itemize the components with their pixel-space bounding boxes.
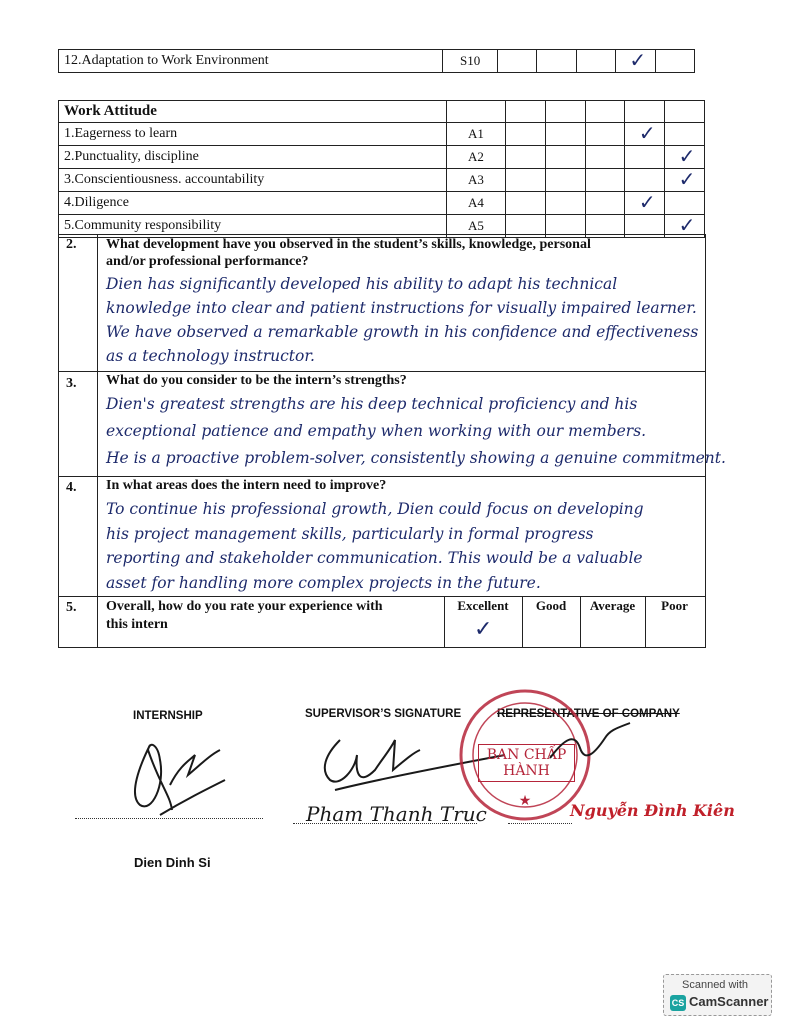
q2-question: What development have you observed in the student’s skills, knowledge, personal and/or professional performance? bbox=[106, 237, 591, 269]
attitude-code: A3 bbox=[446, 169, 506, 192]
stamp-text: BAN CHẤP HÀNH bbox=[478, 744, 575, 782]
q3-question: What do you consider to be the intern’s strengths? bbox=[106, 373, 407, 388]
attitude-label: 2.Punctuality, discipline bbox=[59, 146, 447, 169]
svg-text:★: ★ bbox=[518, 793, 532, 809]
attitude-code: A2 bbox=[446, 146, 506, 169]
adaptation-table bbox=[58, 49, 695, 73]
rating-excellent: Excellent bbox=[457, 598, 509, 613]
q5-number: 5. bbox=[66, 600, 77, 615]
supervisor-label: SUPERVISOR’S SIGNATURE bbox=[305, 708, 462, 720]
intern-name: Dien Dinh Si bbox=[134, 855, 211, 870]
check-icon: ✓ bbox=[678, 213, 696, 237]
attitude-code: A5 bbox=[446, 215, 506, 238]
q4-question: In what areas does the intern need to improve? bbox=[106, 478, 387, 493]
adaptation-code: S10 bbox=[443, 50, 497, 73]
attitude-label: 4.Diligence bbox=[59, 192, 447, 215]
check-icon: ✓ bbox=[678, 144, 696, 168]
scanned-with-text: Scanned with bbox=[682, 979, 749, 991]
rating-good: Good bbox=[535, 598, 567, 613]
q3-answer: Dien's greatest strengths are his deep technical proficiency and his exceptional patience and empathy when working with our members. He is a proactive problem-solver, consistently showing a genuine commitment. bbox=[106, 395, 726, 467]
table-row bbox=[59, 169, 705, 192]
intern-signature-icon bbox=[110, 725, 240, 825]
q3-number: 3. bbox=[66, 376, 77, 391]
table-row bbox=[59, 123, 705, 146]
representative-label: REPRESENTATIVE OF COMPANY bbox=[497, 708, 680, 720]
attitude-label: 1.Eagerness to learn bbox=[59, 123, 447, 146]
check-icon: ✓ bbox=[638, 121, 656, 145]
table-row bbox=[59, 192, 705, 215]
work-attitude-table bbox=[58, 100, 705, 238]
adaptation-label: 12.Adaptation to Work Environment bbox=[59, 50, 443, 73]
check-icon: ✓ bbox=[638, 190, 656, 214]
representative-signature-icon bbox=[545, 718, 635, 778]
representative-name: Nguyễn Đình Kiên bbox=[570, 801, 735, 820]
internship-label: INTERNSHIP bbox=[133, 710, 203, 722]
q5-question: Overall, how do you rate your experience with this intern bbox=[106, 599, 383, 632]
rating-poor: Poor bbox=[661, 598, 688, 613]
camscanner-logo-icon: CS bbox=[670, 995, 686, 1011]
check-icon: ✓ bbox=[678, 167, 696, 191]
attitude-code: A1 bbox=[446, 123, 506, 146]
camscanner-text: CamScanner bbox=[689, 994, 769, 1009]
adaptation-check-icon: ✓ bbox=[629, 48, 647, 72]
work-attitude-heading: Work Attitude bbox=[59, 101, 447, 123]
excellent-check-icon: ✓ bbox=[474, 617, 493, 642]
attitude-label: 5.Community responsibility bbox=[59, 215, 447, 238]
q4-number: 4. bbox=[66, 480, 77, 495]
q4-answer: To continue his professional growth, Dien could focus on developing his project management skills, particularly in formal progress reporting and stakeholder communication. This would be a valuable asset for handling more complex projects in the future. bbox=[106, 500, 644, 592]
attitude-label: 3.Conscientiousness. accountability bbox=[59, 169, 447, 192]
rating-average: Average bbox=[589, 598, 636, 613]
q2-number: 2. bbox=[66, 237, 77, 252]
attitude-code: A4 bbox=[446, 192, 506, 215]
q2-answer: Dien has significantly developed his ability to adapt his technical knowledge into clear and patient instructions for visually impaired learner. We have observed a remarkable growth in his confidence and effectiveness as a technology instructor. bbox=[106, 275, 699, 365]
table-row bbox=[59, 146, 705, 169]
supervisor-name: Pham Thanh Truc bbox=[306, 802, 487, 826]
camscanner-badge bbox=[663, 974, 772, 1016]
